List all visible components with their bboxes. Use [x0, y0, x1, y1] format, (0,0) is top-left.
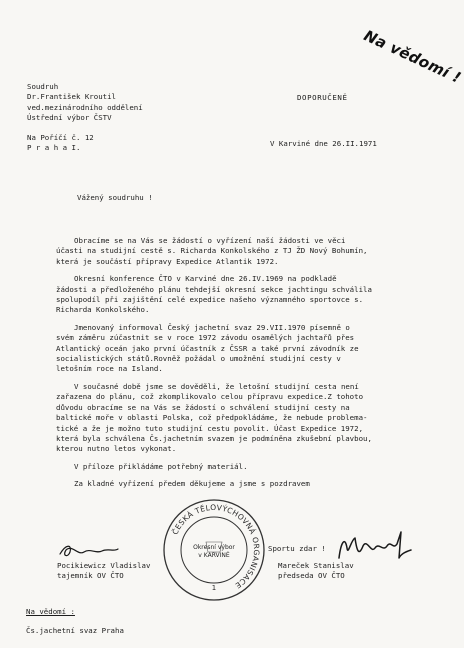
text-line: Za kladné vyřízení předem děkujeme a jsme s pozdravem	[74, 479, 310, 489]
text-line: Obracíme se na Vás se žádostí o vyřízení naší žádosti ve věci	[74, 236, 346, 245]
text-line: žádosti a předloženého plánu tehdejší okresní sekce jachtingu schválila	[56, 284, 372, 294]
addressee-block	[27, 82, 143, 153]
place-and-date: V Karviné dne 26.II.1971	[270, 139, 377, 148]
stamp-ring-text: ČESKÁ TĚLOVÝCHOVNÁ ORGANISACE	[170, 502, 262, 591]
paragraph	[56, 382, 401, 455]
cc-label: Na vědomí :	[26, 607, 75, 616]
stamp-center-text	[162, 544, 266, 560]
text-line: Atlantický oceán jako první účastník z ČSSR a také první závodník ze	[56, 343, 359, 353]
text-line: zařazena do plánu, což zkomplikovalo celou přípravu expedice.Z tohoto	[56, 392, 364, 402]
addressee-line: Na Poříčí č. 12	[27, 132, 94, 142]
addressee-line: P r a h a I.	[27, 143, 81, 153]
signatory-left-name: Pocikiewicz Vladislav	[57, 561, 151, 570]
official-round-stamp	[162, 498, 266, 602]
signatory-right-role: předseda OV ČTO	[278, 571, 345, 580]
text-line: která byla schválena Čs.jachetním svazem je podmíněna zkušební plavbou,	[56, 433, 372, 443]
addressee-line: ved.mezinárodního oddělení	[27, 102, 143, 112]
signatory-left-role: tajemník OV ČTO	[57, 571, 124, 580]
stamp-center-line: v KARVINÉ	[198, 552, 230, 559]
addressee-line: Dr.František Kroutil	[27, 92, 116, 102]
text-line: tické a že je možno tuto studijní cestu povolit. Účast Expedice 1972,	[56, 423, 364, 433]
cc-recipient: Čs.jachetní svaz Praha	[26, 626, 124, 635]
text-line: letošním roce na Island.	[56, 364, 163, 374]
text-line: V příloze přikládáme potřebný materiál.	[74, 461, 248, 471]
letter-body	[56, 236, 401, 497]
stamp-center-line: Okresní výbor	[193, 544, 235, 551]
addressee-line: Ústřední výbor ČSTV	[27, 113, 112, 123]
paragraph	[56, 323, 401, 375]
text-line: Richarda Konkolského.	[56, 305, 150, 315]
signatory-right-name: Mareček Stanislav	[278, 561, 354, 570]
text-line: účasti na studijní cestě s. Richarda Konkolského z TJ ŽD Nový Bohumín,	[56, 246, 368, 256]
text-line: Jmenovaný informoval Český jachetní svaz 29.VII.1970 písemně o	[74, 322, 350, 332]
text-line: spolupodíl při zajištění celé expedice našeho významného sportovce s.	[56, 295, 364, 305]
text-line: baltické moře v oblasti Polska, což předpokládáme, že nebude problema-	[56, 413, 368, 423]
text-line: svém záměru zúčastnit se v roce 1972 závodu osamělých jachtařů přes	[56, 333, 355, 343]
stamp-number: 1	[211, 584, 217, 592]
text-line: důvodu obracíme se na Vás se žádostí o schválení studijní cesty na	[56, 402, 350, 412]
signature-left-scribble	[58, 540, 120, 562]
addressee-line: Soudruh	[27, 82, 59, 91]
salutation: Vážený soudruhu !	[77, 193, 153, 202]
handwritten-annotation: Na vědomí !	[361, 26, 464, 88]
registered-mail-marking: DOPORUČENĚ	[297, 93, 348, 102]
text-line: která je součástí přípravy Expedice Atlantik 1972.	[56, 256, 279, 266]
paragraph	[56, 274, 401, 316]
text-line: Okresní konference ČTO v Karviné dne 26.IV.1969 na podkladě	[74, 274, 337, 284]
text-line: V současné době jsme se dověděli, že letošní studijní cesta není	[74, 381, 359, 391]
text-line: socialistických států.Rovněž požádal o umožnění studijní cesty v	[56, 354, 341, 364]
closing-phrase: Sportu zdar !	[268, 544, 326, 553]
text-line: kterou nutno letos vykonat.	[56, 444, 177, 454]
paragraph	[56, 462, 401, 472]
paragraph	[56, 479, 401, 489]
paragraph	[56, 236, 401, 267]
